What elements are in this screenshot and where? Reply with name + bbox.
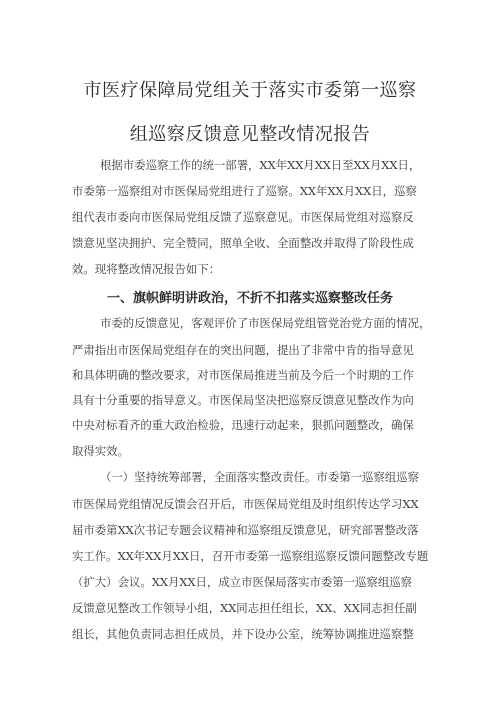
paragraph-2-line: 市委的反馈意见，客观评价了市医保局党组管党治党方面的情况， xyxy=(100,316,431,330)
paragraph-3-line: 市医保局党组情况反馈会召开后，市医保局党组及时组织传达学习XX xyxy=(72,497,419,511)
paragraph-1-line: 馈意见坚决拥护、完全赞同，照单全收、全面整改并取得了阶段性成 xyxy=(72,236,414,250)
paragraph-1-line: 组代表市委向市医保局党组反馈了巡察意见。市医保局党组对巡察反 xyxy=(72,210,414,224)
paragraph-1-line: 根据市委巡察工作的统一部署，XX年XX月XX日至XX月XX日， xyxy=(100,158,421,172)
paragraph-3-line: 届市委第XX次书记专题会议精神和巡察组反馈意见，研究部署整改落 xyxy=(72,523,419,537)
paragraph-2-line: 中央对标看齐的重大政治检验，迅速行动起来，狠抓问题整改，确保 xyxy=(72,418,414,432)
paragraph-3-line: 组长，其他负责同志担任成员，并下设办公室，统筹协调推进巡察整 xyxy=(72,627,414,641)
paragraph-3-line: 反馈意见整改工作领导小组，XX同志担任组长，XX、XX同志担任副 xyxy=(72,601,417,615)
section-1-heading: 一、旗帜鲜明讲政治，不折不扣落实巡察整改任务 xyxy=(106,291,393,306)
paragraph-1-line: 市委第一巡察组对市医保局党组进行了巡察。XX年XX月XX日，巡察 xyxy=(72,184,417,198)
document-title-line-1: 市医疗保障局党组关于落实市委第一巡察 xyxy=(83,80,417,101)
paragraph-3-line: （一）坚持统筹部署，全面落实整改责任。市委第一巡察组巡察 xyxy=(100,470,419,484)
paragraph-1-line: 效。现将整改情况报告如下： xyxy=(72,262,221,276)
paragraph-2-line: 取得实效。 xyxy=(72,444,129,458)
document-title-line-2: 组巡察反馈意见整改情况报告 xyxy=(129,124,371,145)
paragraph-3-line: 实工作。XX年XX月XX日，召开市委第一巡察组巡察反馈问题整改专题 xyxy=(72,549,429,563)
paragraph-2-line: 严肃指出市医保局党组存在的突出问题，提出了非常中肯的指导意见 xyxy=(72,343,414,357)
paragraph-3-line: （扩大）会议。XX月XX日，成立市医保局落实市委第一巡察组巡察 xyxy=(72,575,412,589)
paragraph-2-line: 具有十分重要的指导意义。市医保局坚决把巡察反馈意见整改作为向 xyxy=(72,393,414,407)
paragraph-2-line: 和具体明确的整改要求，对市医保局推进当前及今后一个时期的工作 xyxy=(72,368,414,382)
